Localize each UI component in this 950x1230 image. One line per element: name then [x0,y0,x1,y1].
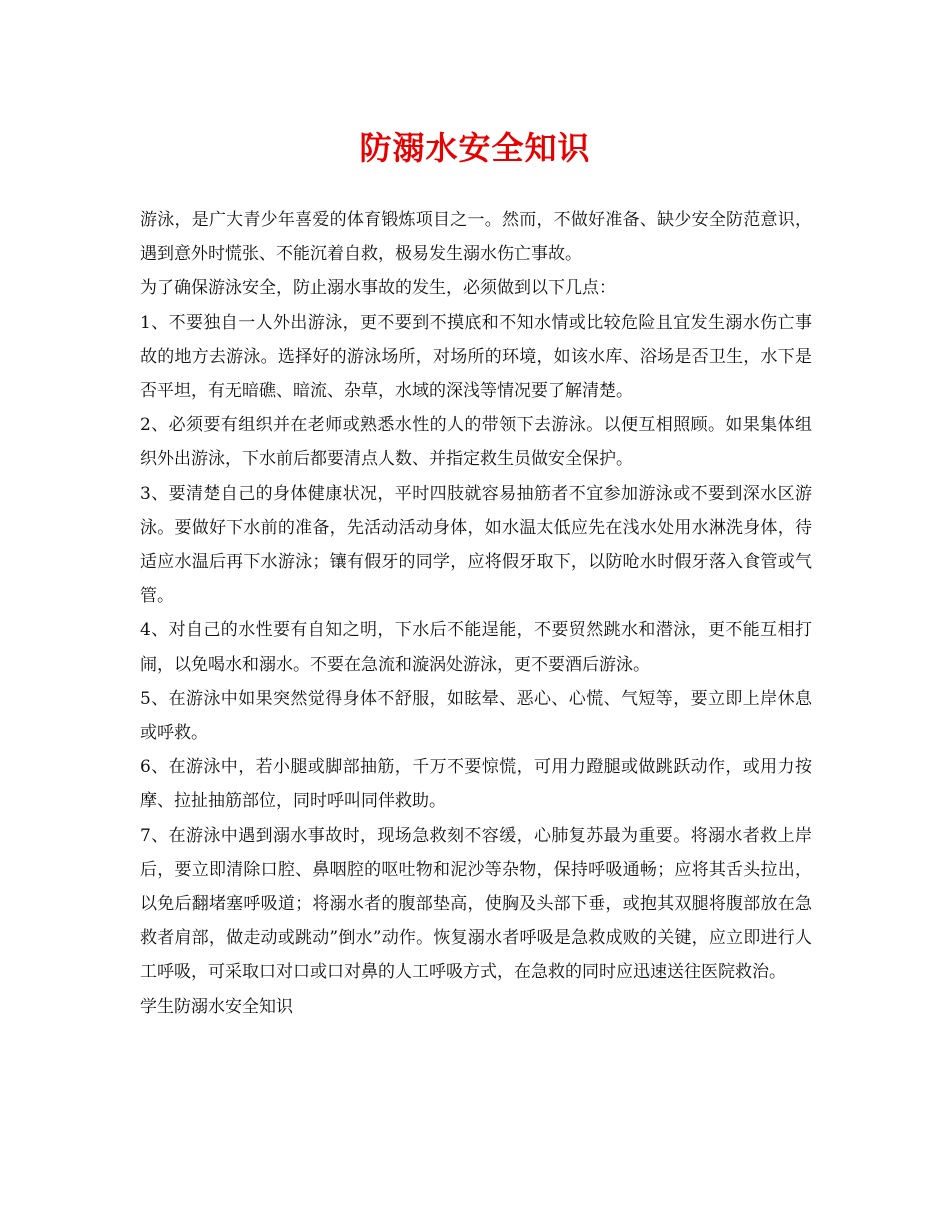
paragraph-intro: 游泳，是广大青少年喜爱的体育锻炼项目之一。然而，不做好准备、缺少安全防范意识，遇到意外时慌张、不能沉着自救，极易发生溺水伤亡事故。 [140,210,812,265]
paragraph-item-7: 7、在游泳中遇到溺水事故时，现场急救刻不容缓，心肺复苏最为重要。将溺水者救上岸后，要立即清除口腔、鼻咽腔的呕吐物和泥沙等杂物，保持呼吸通畅；应将其舌头拉出，以免后翻堵塞呼吸道；将溺水者的腹部垫高，使胸及头部下垂，或抱其双腿将腹部放在急救者肩部，做走动或跳动”倒水”动作。恢复溺水者呼吸是急救成败的关键，应立即进行人工呼吸，可采取口对口或口对鼻的人工呼吸方式，在急救的同时应迅速送往医院救治。 [140,825,812,983]
paragraph-item-2: 2、必须要有组织并在老师或熟悉水性的人的带领下去游泳。以便互相照顾。如果集体组织外出游泳，下水前后都要清点人数、并指定救生员做安全保护。 [140,415,812,470]
paragraph-item-6: 6、在游泳中，若小腿或脚部抽筋，千万不要惊慌，可用力蹬腿或做跳跃动作，或用力按摩、拉扯抽筋部位，同时呼叫同伴救助。 [140,757,812,812]
paragraph-item-4: 4、对自己的水性要有自知之明，下水后不能逞能，不要贸然跳水和潜泳，更不能互相打闹，以免喝水和溺水。不要在急流和漩涡处游泳，更不要酒后游泳。 [140,620,812,675]
paragraph-lead: 为了确保游泳安全，防止溺水事故的发生，必须做到以下几点： [140,278,616,299]
document-body [140,203,812,1024]
paragraph-item-5: 5、在游泳中如果突然觉得身体不舒服，如眩晕、恶心、心慌、气短等，要立即上岸休息或呼救。 [140,688,812,744]
paragraph-item-3: 3、要清楚自己的身体健康状况，平时四肢就容易抽筋者不宜参加游泳或不要到深水区游泳。要做好下水前的准备，先活动活动身体，如水温太低应先在浅水处用水淋洗身体，待适应水温后再下水游泳；镶有假牙的同学，应将假牙取下，以防呛水时假牙落入食管或气管。 [140,483,812,607]
paragraph-closing: 学生防溺水安全知识 [140,996,293,1017]
paragraph-item-1: 1、不要独自一人外出游泳，更不要到不摸底和不知水情或比较危险且宜发生溺水伤亡事故的地方去游泳。选择好的游泳场所，对场所的环境，如该水库、浴场是否卫生，水下是否平坦，有无暗礁、暗流、杂草，水域的深浅等情况要了解清楚。 [140,312,812,402]
document-title: 防溺水安全知识 [359,129,591,167]
